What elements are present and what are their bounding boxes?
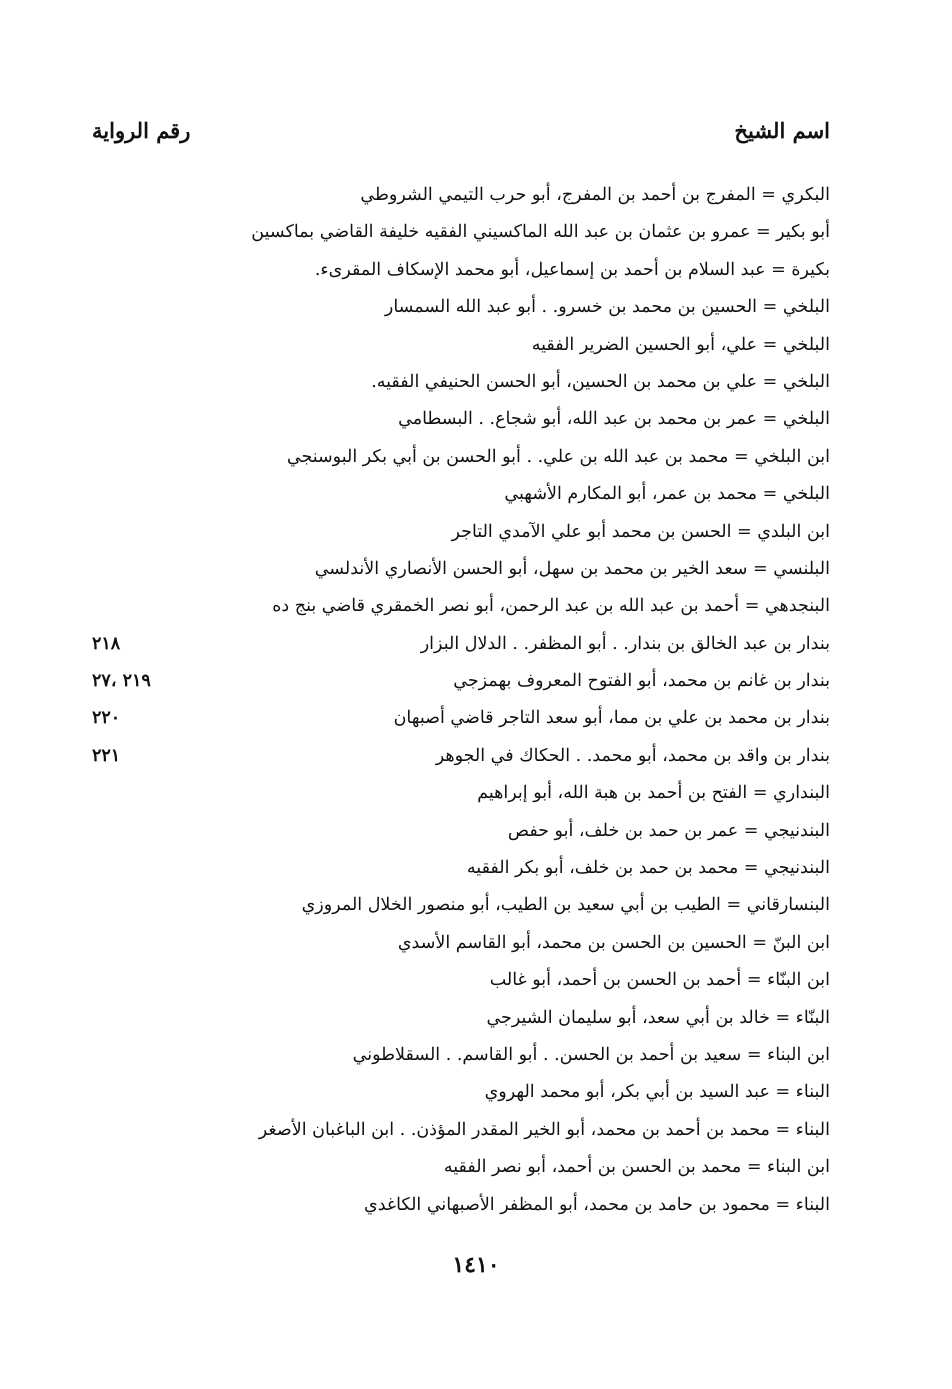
- list-item: [92, 1074, 830, 1111]
- list-item: [92, 925, 830, 962]
- sheikh-name: البلخي = علي بن محمد بن الحسين، أبو الحسن الحنيفي الفقيه.: [371, 371, 830, 392]
- list-item: [92, 327, 830, 364]
- narration-number: ٢١٩ ،٢٧: [92, 671, 151, 692]
- list-item: [92, 1112, 830, 1149]
- sheikh-name: ابن البنّ = الحسين بن الحسن بن محمد، أبو القاسم الأسدي: [397, 932, 830, 953]
- sheikh-name: بندار بن محمد بن علي بن مما، أبو سعد التاجر قاضي أصبهان: [393, 708, 830, 729]
- list-item: [92, 439, 830, 476]
- list-item: [92, 364, 830, 401]
- narration-number: ٢٢٠: [92, 708, 121, 729]
- sheikh-name: البندنيجي = محمد بن حمد بن خلف، أبو بكر الفقيه: [466, 858, 830, 879]
- list-item: [92, 738, 830, 775]
- list-item: [92, 1187, 830, 1224]
- sheikh-name: ابن البناء = سعيد بن أحمد بن الحسن. . أبو القاسم. . السقلاطوني: [352, 1044, 830, 1065]
- column-header-sheikh-name: اسم الشيخ: [734, 118, 830, 143]
- list-item: [92, 476, 830, 513]
- sheikh-name: بندار بن واقد بن محمد، أبو محمد. . الحكاك في الجوهر: [435, 745, 830, 766]
- list-item: [92, 551, 830, 588]
- sheikh-name: أبو بكير = عمرو بن عثمان بن عبد الله الماكسيني الفقيه خليفة القاضي بماكسين: [251, 222, 830, 243]
- list-item: [92, 214, 830, 251]
- narration-number: ٢٢١: [92, 745, 121, 766]
- sheikh-name: البنّاء = خالد بن أبي سعد، أبو سليمان الشيرجي: [486, 1007, 830, 1028]
- sheikh-name: البنداري = الفتح بن أحمد بن هبة الله، أبو إبراهيم: [477, 783, 830, 804]
- list-item: [92, 626, 830, 663]
- sheikh-name: ابن البناء = محمد بن الحسن بن أحمد، أبو نصر الفقيه: [443, 1157, 830, 1178]
- sheikh-name: ابن البنّاء = أحمد بن الحسن بن أحمد، أبو غالب: [489, 970, 830, 991]
- sheikh-name: البناء = محمود بن حامد بن محمد، أبو المظفر الأصبهاني الكاغدي: [364, 1194, 830, 1215]
- sheikh-name: بندار بن عبد الخالق بن بندار. . أبو المظفر. . الدلال البزار: [420, 633, 830, 654]
- sheikh-name: البلخي = علي، أبو الحسين الضرير الفقيه: [531, 334, 830, 355]
- sheikh-name: البكري = المفرج بن أحمد بن المفرج، أبو حرب التيمي الشروطي: [360, 185, 830, 205]
- column-header-narration-number: رقم الرواية: [92, 118, 191, 143]
- list-item: [92, 700, 830, 737]
- sheikh-name: البناء = محمد بن أحمد بن محمد، أبو الخير المقدر المؤذن. . ابن الباغبان الأصغر: [258, 1119, 830, 1140]
- sheikh-name: ابن البلخي = محمد بن عبد الله بن علي. . أبو الحسن بن أبي بكر البوسنجي: [286, 446, 830, 467]
- sheikh-name: البنسارقاني = الطيب بن أبي سعيد بن الطيب، أبو منصور الخلال المروزي: [301, 895, 830, 916]
- list-item: [92, 252, 830, 289]
- list-item: [92, 177, 830, 214]
- sheikh-name: البناء = عبد السيد بن أبي بكر، أبو محمد الهروي: [484, 1082, 830, 1103]
- sheikh-name: البلخي = محمد بن عمر، أبو المكارم الأشهبي: [504, 484, 830, 505]
- list-item: [92, 1149, 830, 1186]
- list-item: [92, 514, 830, 551]
- sheikh-name: بكيرة = عبد السلام بن أحمد بن إسماعيل، أبو محمد الإسكاف المقرىء.: [314, 259, 830, 280]
- list-item: [92, 663, 830, 700]
- page-number: ١٤١٠: [452, 1252, 500, 1278]
- list-item: [92, 401, 830, 438]
- sheikh-name: ابن البلدي = الحسن بن محمد أبو علي الآمدي التاجر: [451, 521, 830, 542]
- list-item: [92, 887, 830, 924]
- list-item: [92, 775, 830, 812]
- list-item: [92, 1000, 830, 1037]
- list-item: [92, 289, 830, 326]
- sheikh-name: بندار بن غانم بن محمد، أبو الفتوح المعروف بهمزجي: [453, 671, 830, 692]
- sheikh-name: البلخي = الحسين بن محمد بن خسرو. . أبو عبد الله السمسار: [384, 297, 830, 318]
- entries-list: [92, 177, 830, 1224]
- list-item: [92, 813, 830, 850]
- sheikh-name: البلخي = عمر بن محمد بن عبد الله، أبو شجاع. . البسطامي: [398, 409, 830, 430]
- column-header: [92, 118, 830, 154]
- narration-number: ٢١٨: [92, 633, 121, 654]
- list-item: [92, 850, 830, 887]
- sheikh-name: البندنيجي = عمر بن حمد بن خلف، أبو حفص: [507, 820, 830, 841]
- sheikh-name: البنجدهي = أحمد بن عبد الله بن عبد الرحمن، أبو نصر الخمقري قاضي بنج ده: [272, 596, 830, 617]
- list-item: [92, 962, 830, 999]
- list-item: [92, 588, 830, 625]
- sheikh-name: البلنسي = سعد الخير بن محمد بن سهل، أبو الحسن الأنصاري الأندلسي: [314, 558, 830, 579]
- list-item: [92, 1037, 830, 1074]
